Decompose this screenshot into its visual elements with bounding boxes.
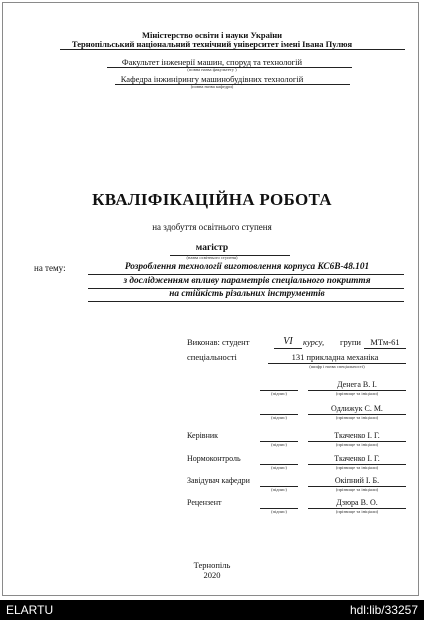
role-supervisor: Керівник [187, 431, 219, 440]
topic-line-1: Розроблення технології виготовлення корпуса КС6В-48.101 [124, 262, 370, 272]
name-caption-5: (прізвище та ініціали) [335, 487, 379, 492]
faculty-name: Факультет інженерії машин, споруд та технологій [121, 57, 303, 67]
signature-caption-2: (підпис) [271, 415, 287, 420]
year: 2020 [203, 570, 221, 580]
name-caption-3: (прізвище та ініціали) [335, 442, 379, 447]
signature-caption-1: (підпис) [271, 391, 287, 396]
performed-label: Виконав: студент [187, 337, 250, 347]
repository-name: ELARTU [6, 603, 54, 617]
signatory-name-6: Дзюра В. О. [336, 498, 378, 507]
ministry-name: Міністерство освіти і науки України [141, 30, 283, 40]
signature-caption-4: (підпис) [271, 465, 287, 470]
faculty-caption: (повна назва факультету ) [187, 67, 237, 72]
signatory-name-4: Ткаченко І. Г. [334, 454, 380, 463]
specialty-value: 131 прикладна механіка [291, 352, 379, 362]
university-name: Тернопільський національний технічний університет імені Івана Пулюя [71, 39, 353, 49]
topic-underline-1 [88, 274, 404, 275]
signature-caption-5: (підпис) [271, 487, 287, 492]
role-reviewer: Рецензент [187, 498, 222, 507]
group-label: групи [340, 337, 361, 347]
name-caption-2: (прізвище та ініціали) [335, 415, 379, 420]
specialty-caption: (шифр і назва спеціальності) [309, 364, 365, 369]
course-label: курсу, [303, 337, 325, 347]
signatory-name-2: Одлижук С. М. [331, 404, 383, 413]
course-value: VI [283, 336, 293, 347]
role-head-of-department: Завідувач кафедри [187, 476, 250, 485]
name-caption-6: (прізвище та ініціали) [335, 509, 379, 514]
course-underline [274, 348, 302, 349]
department-name: Кафедра інжинірингу машинобудівних технологій [120, 74, 304, 84]
signatory-name-3: Ткаченко І. Г. [334, 431, 380, 440]
document-subtitle: на здобуття освітнього ступеня [152, 222, 272, 232]
specialty-label: спеціальності [187, 352, 237, 362]
handle-identifier: hdl:lib/33257 [349, 603, 418, 617]
signature-caption-3: (підпис) [271, 442, 287, 447]
department-caption: (повна назва кафедри) [190, 84, 234, 89]
city: Тернопіль [193, 560, 231, 570]
name-caption-4: (прізвище та ініціали) [335, 465, 379, 470]
topic-underline-3 [88, 301, 404, 302]
topic-line-2: з дослідженням впливу параметрів спеціального покриття [123, 276, 371, 286]
role-normcontrol: Нормоконтроль [187, 454, 241, 463]
university-underline [60, 49, 405, 50]
group-value: МТм-61 [370, 337, 400, 347]
signatory-name-1: Денега В. І. [337, 380, 377, 389]
degree-value: магістр [195, 243, 229, 253]
document-title: КВАЛІФІКАЦІЙНА РОБОТА [92, 190, 332, 209]
group-underline [364, 348, 406, 349]
topic-label: на тему: [34, 263, 66, 273]
signature-caption-6: (підпис) [271, 509, 287, 514]
name-caption-1: (прізвище та ініціали) [335, 391, 379, 396]
signatory-name-5: Окіпний І. Б. [334, 476, 380, 485]
degree-caption: (назва освітнього ступеня) [186, 255, 238, 260]
repository-footer-bar [0, 600, 424, 620]
topic-line-3: на стійкість різальних інструментів [169, 289, 325, 299]
